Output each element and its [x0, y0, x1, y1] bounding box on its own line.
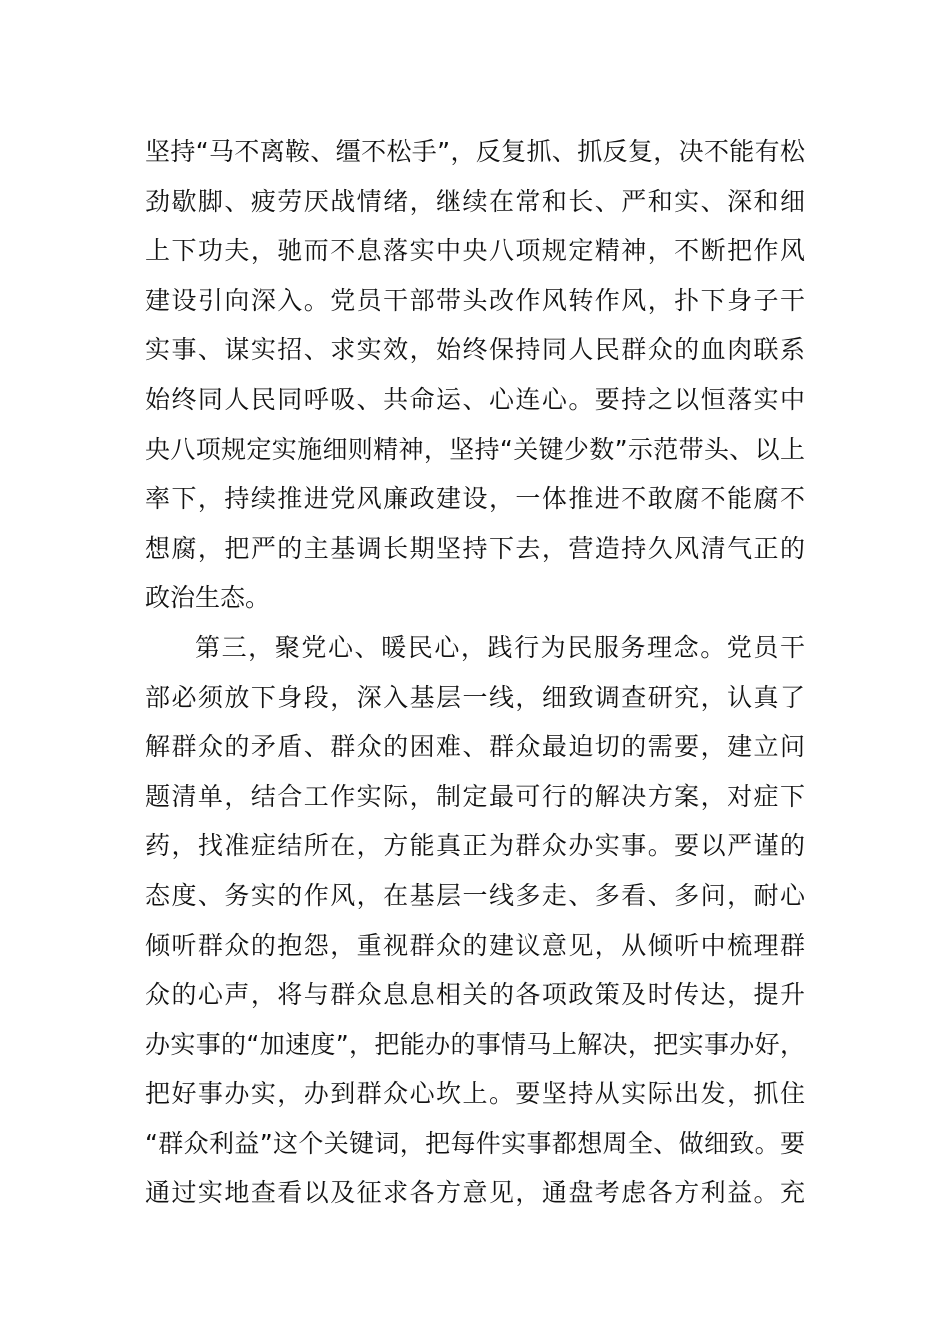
text-line: 部必须放下身段，深入基层一线，细致调查研究，认真了 [145, 682, 805, 712]
text-line: 题清单，结合工作实际，制定最可行的解决方案，对症下 [145, 781, 805, 811]
text-line: 想腐，把严的主基调长期坚持下去，营造持久风清气正的 [145, 533, 805, 563]
text-line: 率下，持续推进党风廉政建设，一体推进不敢腐不能腐不 [145, 484, 805, 514]
text-line: 把好事办实，办到群众心坎上。要坚持从实际出发，抓住 [145, 1079, 805, 1109]
paragraph-1 [145, 127, 805, 623]
paragraph-2 [145, 623, 805, 1218]
text-line: 劲歇脚、疲劳厌战情绪，继续在常和长、严和实、深和细 [145, 186, 805, 216]
text-line: 实事、谋实招、求实效，始终保持同人民群众的血肉联系 [145, 335, 805, 365]
text-line: 坚持“马不离鞍、缰不松手”，反复抓、抓反复，决不能有松 [145, 137, 805, 166]
text-line: 第三，聚党心、暖民心，践行为民服务理念。党员干 [195, 632, 805, 662]
text-line: 众的心声，将与群众息息相关的各项政策及时传达，提升 [145, 980, 805, 1010]
text-line: 央八项规定实施细则精神，坚持“关键少数”示范带头、以上 [145, 434, 805, 464]
text-line: 通过实地查看以及征求各方意见，通盘考虑各方利益。充 [145, 1178, 805, 1208]
text-line: 倾听群众的抱怨，重视群众的建议意见，从倾听中梳理群 [145, 930, 805, 960]
document-body [145, 127, 805, 1218]
text-line: 始终同人民同呼吸、共命运、心连心。要持之以恒落实中 [145, 384, 805, 414]
text-line: 政治生态。 [145, 583, 271, 613]
text-line: 建设引向深入。党员干部带头改作风转作风，扑下身子干 [145, 285, 805, 315]
text-line: 态度、务实的作风，在基层一线多走、多看、多问，耐心 [145, 880, 805, 910]
text-line: 解群众的矛盾、群众的困难、群众最迫切的需要，建立问 [145, 732, 805, 762]
text-line: 药，找准症结所在，方能真正为群众办实事。要以严谨的 [145, 831, 805, 861]
text-line: “群众利益”这个关键词，把每件实事都想周全、做细致。要 [145, 1128, 805, 1158]
text-line: 办实事的“加速度”，把能办的事情马上解决，把实事办好， [145, 1029, 805, 1059]
text-line: 上下功夫，驰而不息落实中央八项规定精神，不断把作风 [145, 236, 805, 266]
